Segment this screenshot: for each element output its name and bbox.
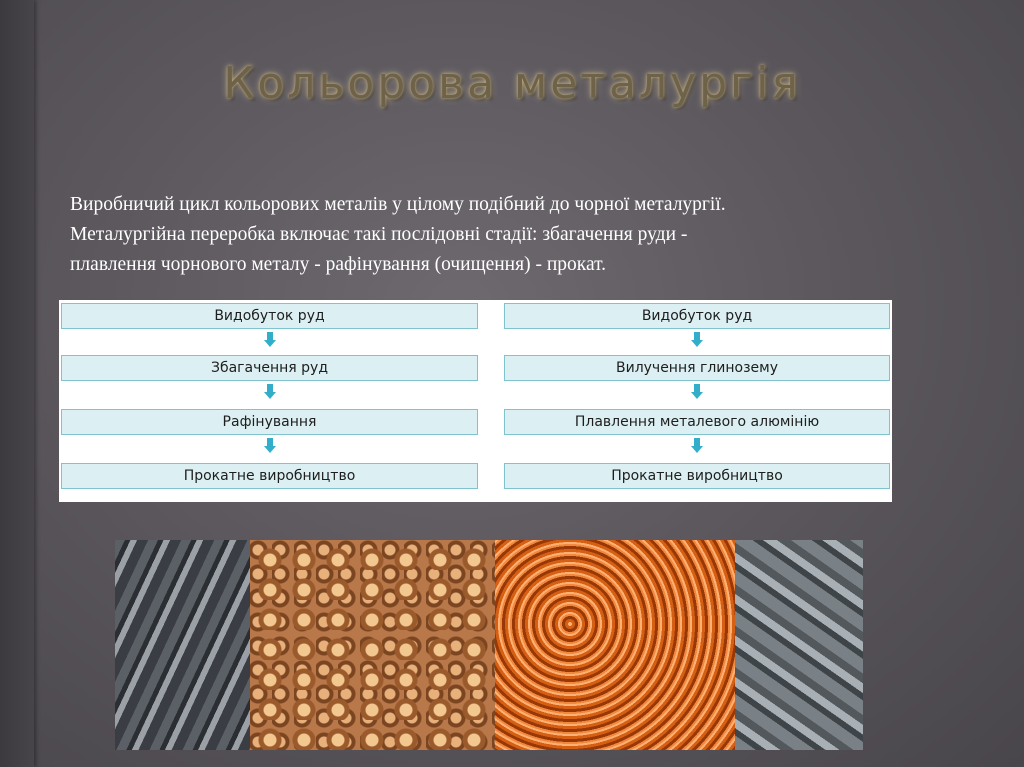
- process-flow-diagram: [59, 300, 892, 502]
- flow-column-aluminium: [502, 300, 892, 502]
- aluminium-scrap-image: [735, 540, 863, 750]
- flow-column-general: [59, 300, 480, 502]
- brass-fittings-image: [250, 540, 500, 750]
- slide-title: Кольорова металургія: [223, 58, 801, 109]
- body-line: Металургійна переробка включає такі послідовні стадії: збагачення руди -: [70, 224, 688, 245]
- metal-scrap-photo: [115, 540, 863, 750]
- copper-wire-image: [495, 540, 745, 750]
- flow-step: Вилучення глинозему: [504, 355, 890, 381]
- body-line: плавлення чорнового металу - рафінування (очищення) - прокат.: [70, 254, 607, 275]
- flow-step: Видобуток руд: [504, 303, 890, 329]
- flow-step: Прокатне виробництво: [504, 463, 890, 489]
- flow-step: Прокатне виробництво: [61, 463, 478, 489]
- flow-step: Видобуток руд: [61, 303, 478, 329]
- slide-left-band: [0, 0, 34, 767]
- flow-step: Рафінування: [61, 409, 478, 435]
- body-line: Виробничий цикл кольорових металів у цілому подібний до чорної металургії.: [70, 194, 726, 215]
- slide-body-text: [70, 190, 970, 280]
- steel-profiles-image: [115, 540, 255, 750]
- flow-step: Збагачення руд: [61, 355, 478, 381]
- flow-step: Плавлення металевого алюмінію: [504, 409, 890, 435]
